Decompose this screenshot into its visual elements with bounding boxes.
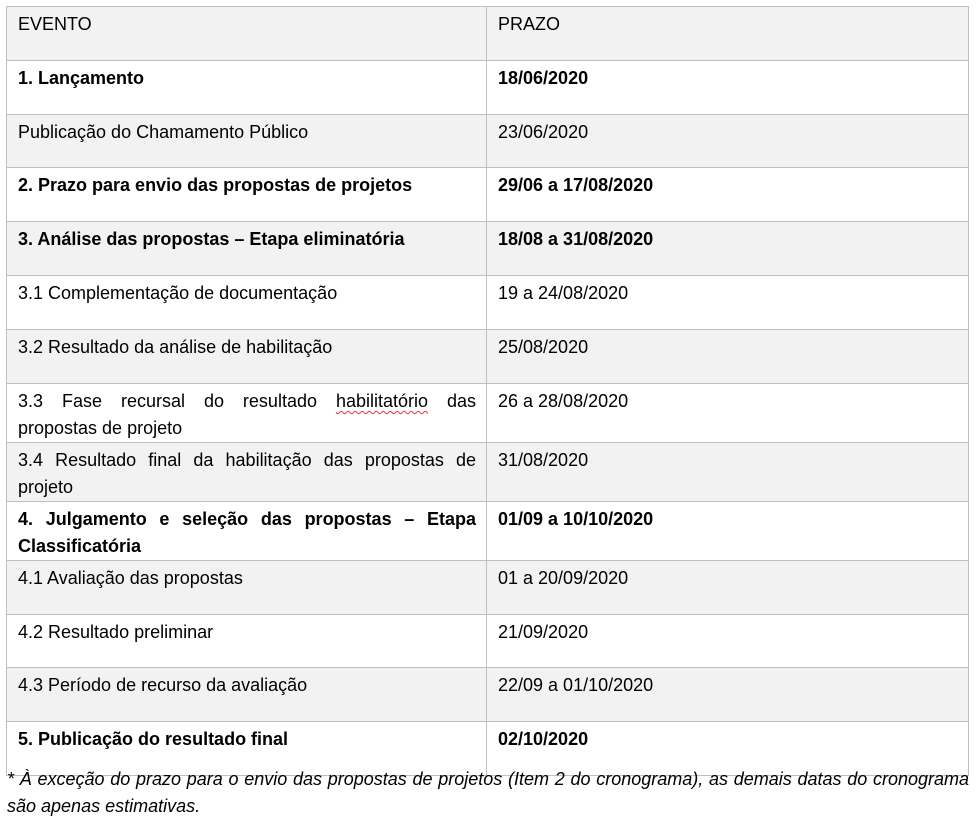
deadline-cell: 18/08 a 31/08/2020 — [487, 222, 969, 276]
event-cell: 4.3 Período de recurso da avaliação — [7, 668, 487, 722]
table-row — [7, 443, 969, 502]
deadline-cell: 01/09 a 10/10/2020 — [487, 502, 969, 561]
event-cell: 2. Prazo para envio das propostas de projetos — [7, 168, 487, 222]
event-cell: 3.4 Resultado final da habilitação das propostas de projeto — [7, 443, 487, 502]
table-row — [7, 276, 969, 330]
deadline-cell: 29/06 a 17/08/2020 — [487, 168, 969, 222]
event-cell: 4.1 Avaliação das propostas — [7, 561, 487, 615]
footnote: * À exceção do prazo para o envio das propostas de projetos (Item 2 do cronograma), as demais datas do cronograma são apenas estimativas. — [7, 769, 969, 816]
event-text-end: das propostas de projeto — [18, 391, 476, 438]
spellcheck-flagged-word: habilitatório — [335, 391, 428, 411]
event-cell: 3.1 Complementação de documentação — [7, 276, 487, 330]
header-event: EVENTO — [7, 7, 487, 61]
deadline-cell: 23/06/2020 — [487, 115, 969, 168]
deadline-cell: 26 a 28/08/2020 — [487, 384, 969, 443]
table-row — [7, 384, 969, 443]
deadline-cell: 02/10/2020 — [487, 722, 969, 776]
deadline-cell: 01 a 20/09/2020 — [487, 561, 969, 615]
event-cell: Publicação do Chamamento Público — [7, 115, 487, 168]
event-cell: 1. Lançamento — [7, 61, 487, 115]
deadline-cell: 21/09/2020 — [487, 615, 969, 668]
table-row — [7, 168, 969, 222]
event-text-start: 3.3 Fase recursal do resultado — [18, 391, 336, 411]
deadline-cell: 31/08/2020 — [487, 443, 969, 502]
table-header-row — [7, 7, 969, 61]
table-row — [7, 222, 969, 276]
event-cell: 3. Análise das propostas – Etapa eliminatória — [7, 222, 487, 276]
table-row — [7, 115, 969, 168]
event-cell: 4.2 Resultado preliminar — [7, 615, 487, 668]
table-row — [7, 330, 969, 384]
event-cell: 5. Publicação do resultado final — [7, 722, 487, 776]
event-cell — [7, 384, 487, 443]
table-row — [7, 615, 969, 668]
deadline-cell: 18/06/2020 — [487, 61, 969, 115]
deadline-cell: 19 a 24/08/2020 — [487, 276, 969, 330]
table-row — [7, 502, 969, 561]
table-row — [7, 61, 969, 115]
header-deadline: PRAZO — [487, 7, 969, 61]
deadline-cell: 25/08/2020 — [487, 330, 969, 384]
schedule-table — [6, 6, 969, 776]
table-row — [7, 668, 969, 722]
deadline-cell: 22/09 a 01/10/2020 — [487, 668, 969, 722]
event-cell: 4. Julgamento e seleção das propostas – Etapa Classificatória — [7, 502, 487, 561]
table-row — [7, 561, 969, 615]
event-cell: 3.2 Resultado da análise de habilitação — [7, 330, 487, 384]
